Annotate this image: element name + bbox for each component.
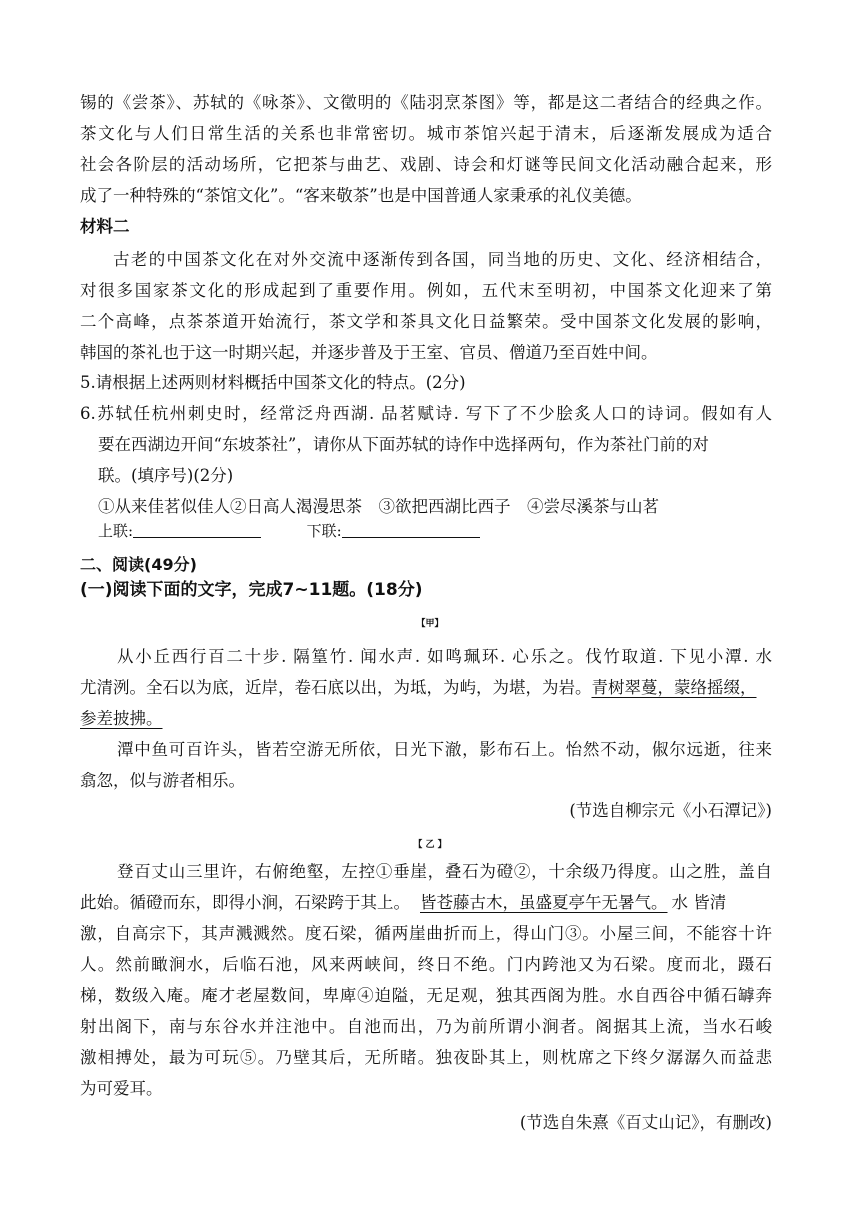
question-5: 5.请根据上述两则材料概括中国茶文化的特点。(2分) <box>80 373 466 392</box>
upper-couplet-blank[interactable] <box>133 521 261 538</box>
passage-yi-line-7: 激相搏处，最为可玩⑤。乃壁其后，无所睹。独夜卧其上，则枕席之下终夕潺潺久而益悲 <box>80 1048 772 1067</box>
passage-yi-source: (节选自朱熹《百丈山记》，有删改) <box>519 1113 772 1132</box>
passage-yi-underlined: 皆苍藤古木，虽盛夏亭午无暑气。 <box>420 893 668 912</box>
material2-line-1: 古老的中国茶文化在对外交流中逐渐传到各国，同当地的历史、文化、经济相结合， <box>113 250 772 269</box>
question-6-line-3: 联。(填序号)(2分) <box>98 466 234 485</box>
passage-jia-line-3 <box>80 709 177 729</box>
lower-couplet-label: 下联: <box>306 522 342 540</box>
passage-jia-source: (节选自柳宗元《小石潭记》) <box>569 801 772 820</box>
passage-yi-line-1: 登百丈山三里许，右俯绝壑，左控①垂崖，叠石为磴②，十余级乃得度。山之胜，盖自 <box>117 862 772 881</box>
passage-yi-line-2 <box>80 893 726 913</box>
passage-yi-line-2-text: 此始。循磴而东，即得小涧，石梁跨于其上。 <box>80 893 410 912</box>
passage-jia-underlined-1: 青树翠蔓，蒙络摇缀， <box>591 678 757 697</box>
passage-yi-line-3: 激，自高宗下，其声溅溅然。度石梁，循两崖曲折而上，得山门③。小屋三间，不能容十许 <box>80 924 772 943</box>
passage-yi-line-6: 射出阁下，南与东谷水并注池中。自池而出，乃为前所谓小涧者。阁据其上流，当水石峻 <box>80 1017 772 1036</box>
material2-line-2: 对很多国家茶文化的形成起到了重要作用。例如，五代末至明初，中国茶文化迎来了第 <box>80 281 772 300</box>
lower-couplet-blank[interactable] <box>342 521 480 538</box>
material2-heading: 材料二 <box>80 217 130 236</box>
passage-jia-line-5: 翕忽，似与游者相乐。 <box>80 771 245 790</box>
passage-jia-title: 【甲】 <box>416 619 444 629</box>
material2-line-3: 二个高峰，点茶茶道开始流行，茶文学和茶具文化日益繁荣。受中国茶文化发展的影响， <box>80 312 772 331</box>
material1-line-2: 茶文化与人们日常生活的关系也非常密切。城市茶馆兴起于清末，后逐渐发展成为适合 <box>80 124 772 143</box>
material2-line-4: 韩国的茶礼也于这一时期兴起，并逐步普及于王室、官员、僧道乃至百姓中间。 <box>80 343 658 362</box>
passage-jia-line-2-text: 尤清洌。全石以为底，近岸，卷石底以出，为坻，为屿，为堪，为岩。 <box>80 678 592 697</box>
passage-jia-line-2 <box>80 678 763 698</box>
passage-yi-title: 【 乙 】 <box>413 840 447 850</box>
passage-yi-line-8: 为可爱耳。 <box>80 1079 163 1098</box>
material1-line-1: 锡的《尝茶》、苏轼的《咏茶》、文徵明的《陆羽烹茶图》等，都是这二者结合的经典之作。 <box>80 93 772 112</box>
passage-yi-line-4: 人。然前瞰涧水，后临石池，风来两峡间，终日不绝。门内跨池又为石梁。度而北，蹑石 <box>80 955 772 974</box>
passage-yi-line-5: 梯，数级入庵。庵才老屋数间，卑庳④迫隘，无足观，独其西阁为胜。水自西谷中循石罅奔 <box>80 986 772 1005</box>
reading-part-1-heading: (一)阅读下面的文字，完成7~11题。(18分) <box>80 580 423 600</box>
passage-jia-underlined-2: 参差披拂。 <box>80 709 163 728</box>
question-6-options: ①从来佳茗似佳人②日高人渴漫思茶 ③欲把西湖比西子 ④尝尽溪茶与山茗 <box>98 497 659 516</box>
question-6-line-2: 要在西湖边开间“东坡茶社”，请你从下面苏轼的诗作中选择两句，作为茶社门前的对 <box>98 435 709 454</box>
material1-line-3: 社会各阶层的活动场所，它把茶与曲艺、戏剧、诗会和灯谜等民间文化活动融合起来，形 <box>80 155 772 174</box>
section-2-heading: 二、阅读(49分) <box>80 555 197 574</box>
passage-yi-line-2-end: 水 皆清 <box>671 893 727 912</box>
couplet-answer-row <box>98 521 480 541</box>
question-6-line-1: 6.苏轼任杭州刺史时，经常泛舟西湖. 品茗赋诗. 写下了不少脍炙人口的诗词。假如有人 <box>80 404 772 423</box>
material1-line-4: 成了一种特殊的“茶馆文化”。“客来敬茶”也是中国普通人家秉承的礼仪美德。 <box>80 186 642 205</box>
passage-jia-line-1: 从小丘西行百二十步. 隔篁竹. 闻水声. 如鸣珮环. 心乐之。伐竹取道. 下见小潭. 水 <box>117 647 772 666</box>
passage-jia-line-4: 潭中鱼可百许头，皆若空游无所依，日光下澈，影布石上。怡然不动，俶尔远逝，往来 <box>117 740 772 759</box>
upper-couplet-label: 上联: <box>98 522 134 540</box>
